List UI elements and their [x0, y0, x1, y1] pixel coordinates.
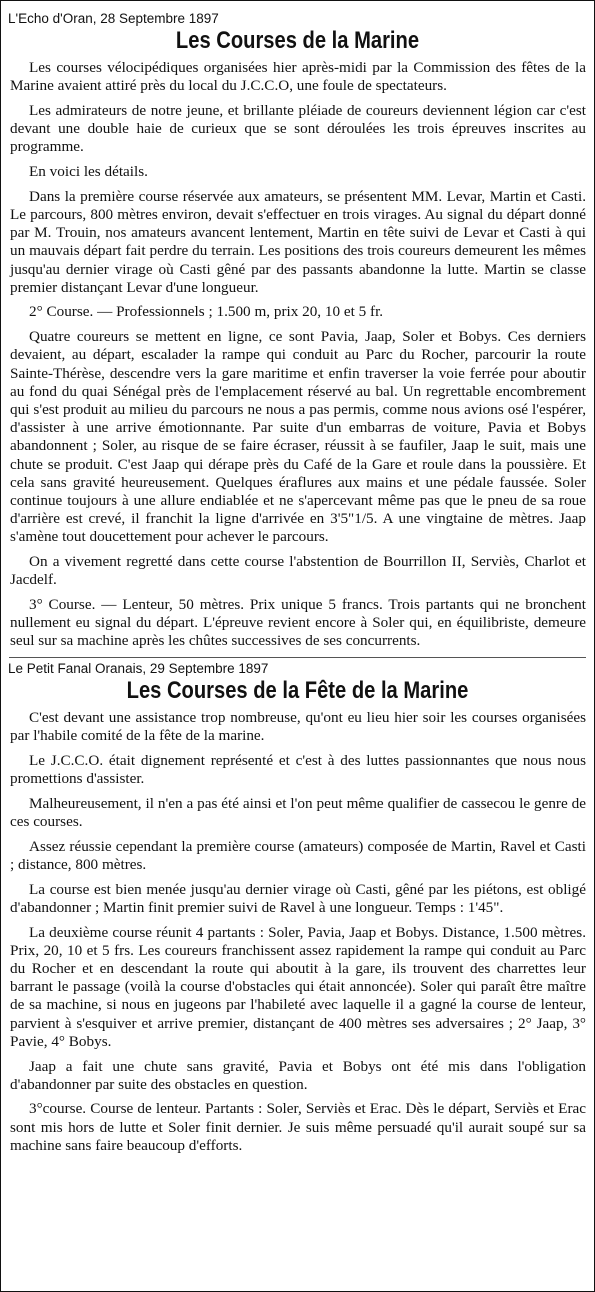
article-paragraph: On a vivement regretté dans cette course l'abstention de Bourrillon II, Serviès, Charlot et Jacdelf.	[10, 553, 586, 589]
article-paragraph: Jaap a fait une chute sans gravité, Pavia et Bobys ont été mis dans l'obligation d'abandonner par suite des obstacles en question.	[10, 1057, 586, 1093]
article-paragraph: En voici les détails.	[29, 163, 148, 181]
article-title: Les Courses de la Marine	[175, 27, 420, 54]
article-paragraph: La deuxième course réunit 4 partants : Soler, Pavia, Jaap et Bobys. Distance, 1.500 mètres. Prix, 20, 10 et 5 frs. Les coureurs franchissent assez rapidement la rampe qui conduit au Parc du Rocher et en descendant la route qui aboutit à la gare, ils trouvent des charrettes leur barrant le passage (voilà la course d'obstacles qui était annoncée). Soler qui paraît être maître de sa machine, si nous en jugeons par l'habileté avec laquelle il a gagné la course de lenteur, parvient à s'esquiver et arrive premier, distançant de 400 mètres ses adversaires ; 2° Jaap, 3° Pavie, 4° Bobys.	[10, 923, 586, 1050]
article-paragraph: Les courses vélocipédiques organisées hier après-midi par la Commission des fêtes de la Marine avaient attiré près du local du J.C.C.O, une foule de spectateurs.	[10, 59, 586, 95]
article-source: Le Petit Fanal Oranais, 29 Septembre 1897	[8, 661, 269, 677]
article-paragraph: 2° Course. — Professionnels ; 1.500 m, prix 20, 10 et 5 fr.	[29, 303, 384, 321]
article-echo-doran	[1, 1, 594, 651]
article-paragraph: Malheureusement, il n'en a pas été ainsi et l'on peut même qualifier de cassecou le genre de ces courses.	[10, 794, 586, 831]
article-paragraph: Quatre coureurs se mettent en ligne, ce sont Pavia, Jaap, Soler et Bobys. Ces derniers devaient, au départ, escalader la rampe qui conduit au Parc du Rocher, parcourir la route Sainte-Thérèse, descendre vers la gare maritime et enfin traverser la voie ferrée pour aboutir au fond du quai Sénégal près de l'emplacement réservé au bal. Un regrettable encombrement qui s'est produit au milieu du parcours ne nous a pas permis, comme nous avions osé l'espérer, d'assister à une arrive émotionnante. Par suite d'un embarras de voiture, Pavia et Bobys abandonnent ; Soler, au risque de se faire écraser, réussit à se faufiler, Jaap le suit, mais une chute se produit. C'est Jaap qui dérape près du Café de la Gare et roule dans la poussière. Et cela sans gravité heureusement. Quelques éraflures aux mains et une pédale faussée. Soler continue toujours à une allure endiablée et ne s'apercevant même pas que le pneu de sa roue d'arrière est crevé, il franchit la ligne d'arrivée en 3'5"1/5. A une vingtaine de mètres. Jaap s'amène tout doucettement pour achever le parcours.	[10, 328, 586, 546]
article-paragraph: 3° Course. — Lenteur, 50 mètres. Prix unique 5 francs. Trois partants qui ne bronchent nullement eu signal du départ. L'épreuve revient encore à Soler qui, en équilibriste, demeure seul sur sa machine après les chûtes successives de ses concurrents.	[10, 595, 586, 650]
article-paragraph: Les admirateurs de notre jeune, et brillante pléiade de coureurs deviennent légion car c'est devant une double haie de curieux que se sont déroulées les trois épreuves inscrites au programme.	[10, 101, 586, 156]
article-title: Les Courses de la Fête de la Marine	[126, 677, 469, 705]
article-paragraph: Le J.C.C.O. était dignement représenté et c'est à des luttes passionnantes que nous nous promettions d'assister.	[10, 752, 586, 788]
article-paragraph: 3°course. Course de lenteur. Partants : Soler, Serviès et Erac. Dès le départ, Serviès et Erac sont mis hors de lutte et Soler finit dernier. Je suis même persuadé qu'il aurait soupé sur sa machine sans faire beaucoup d'efforts.	[10, 1100, 586, 1154]
article-paragraph: Dans la première course réservée aux amateurs, se présentent MM. Levar, Martin et Casti. Le parcours, 800 mètres environ, devait s'effectuer en trois virages. Au signal du départ donné par M. Trouin, nos amateurs avancent lentement, Martin en tête suivi de Levar et Casti à qui un mauvais départ fait perdre du terrain. Les positions des trois coureurs demeurent les mêmes jusqu'au dernier virage où Casti gêné par des passants abandonne la lutte. Martin se classe premier distançant Levar d'une longueur.	[10, 187, 586, 296]
article-source: L'Echo d'Oran, 28 Septembre 1897	[8, 11, 219, 26]
article-paragraph: C'est devant une assistance trop nombreuse, qu'ont eu lieu hier soir les courses organisées par l'habile comité de la fête de la marine.	[10, 709, 586, 745]
article-petit-fanal	[1, 658, 594, 1155]
article-paragraph: Assez réussie cependant la première course (amateurs) composée de Martin, Ravel et Casti ; distance, 800 mètres.	[10, 837, 586, 874]
article-paragraph: La course est bien menée jusqu'au dernier virage où Casti, gêné par les piétons, est obligé d'abandonner ; Martin finit premier suivi de Ravel à une longueur. Temps : 1'45".	[10, 880, 586, 916]
